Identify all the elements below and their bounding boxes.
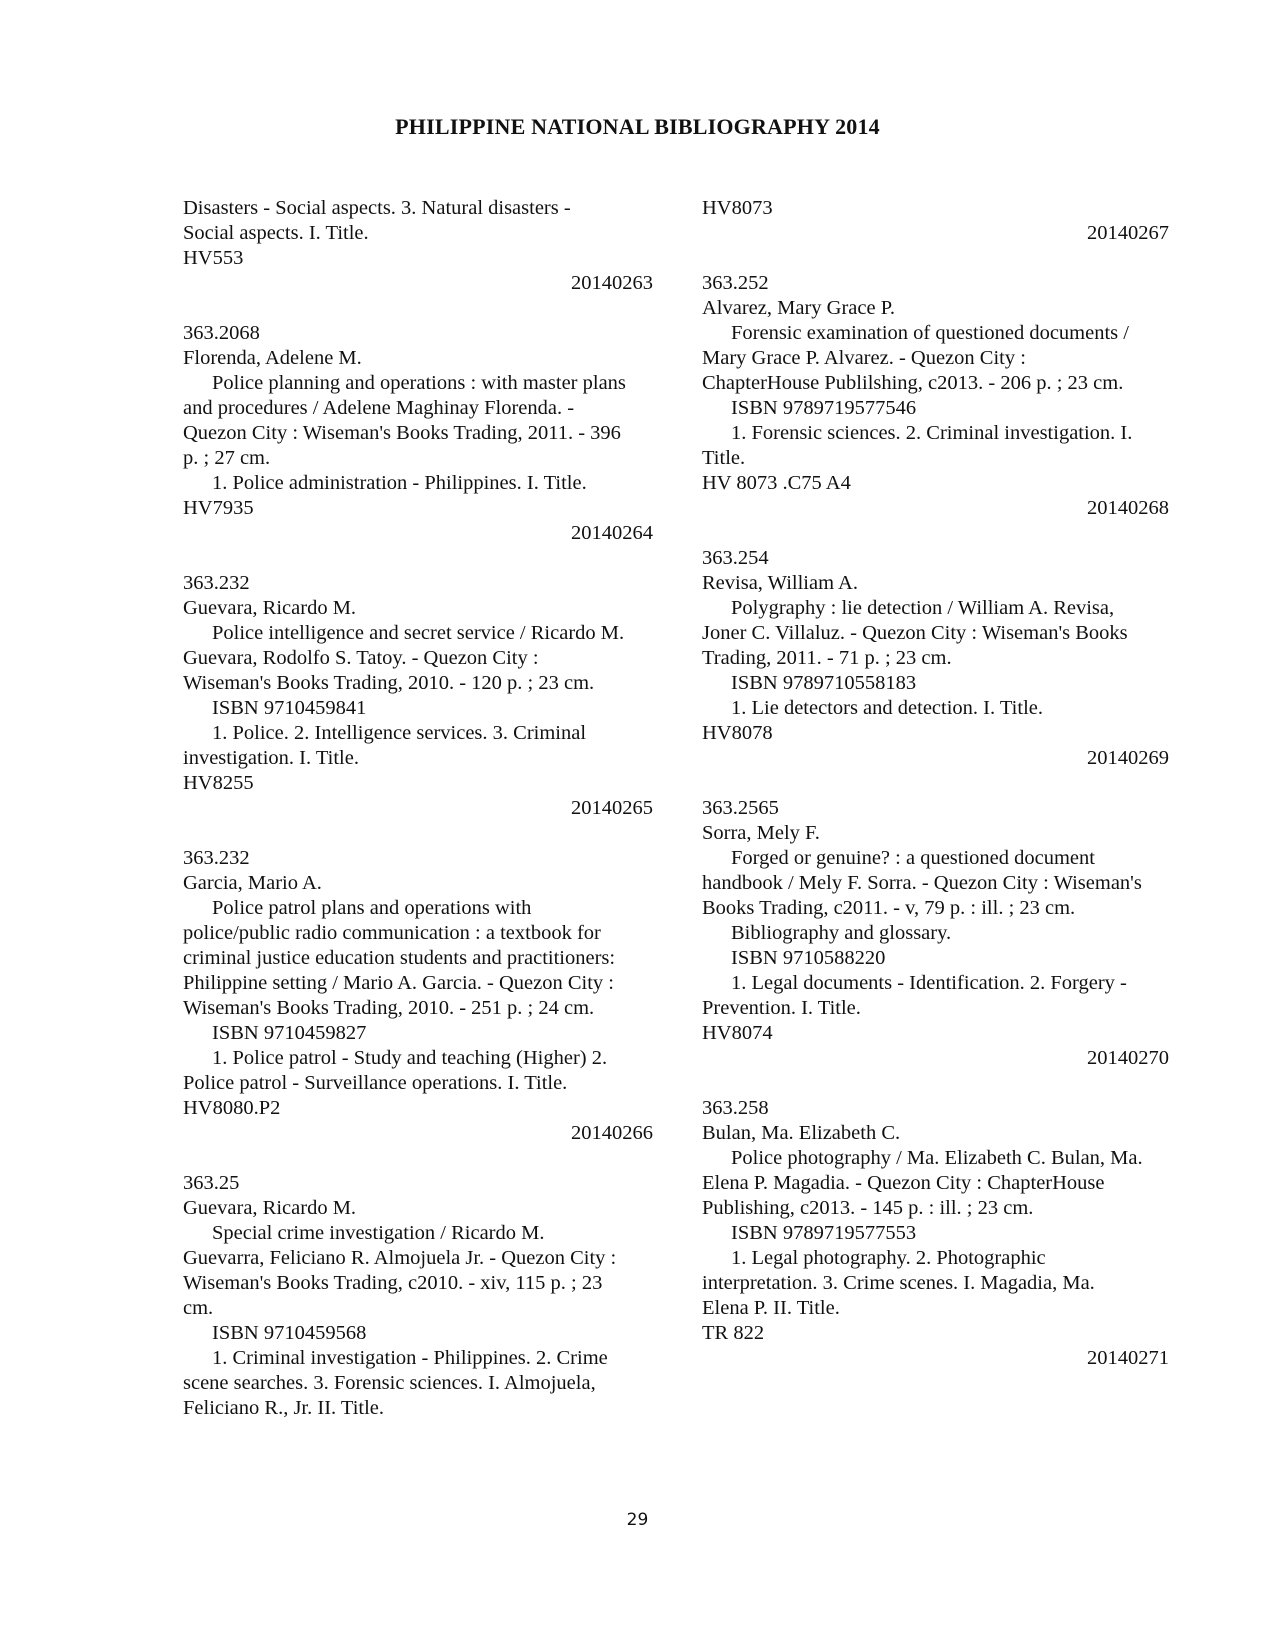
- left-column: [183, 196, 653, 1421]
- bibliographic-line: ISBN 9710459568: [212, 1322, 367, 1344]
- bibliographic-line: Books Trading, c2011. - v, 79 p. : ill. ; 23 cm.: [702, 897, 1076, 919]
- bibliographic-line: 1. Police administration - Philippines. I. Title.: [212, 472, 587, 494]
- bibliographic-line: Joner C. Villaluz. - Quezon City : Wiseman's Books: [702, 622, 1128, 644]
- bibliographic-line: Quezon City : Wiseman's Books Trading, 2011. - 396: [183, 422, 621, 444]
- bibliographic-line: Guevara, Ricardo M.: [183, 1197, 357, 1219]
- bibliographic-line: 1. Lie detectors and detection. I. Title.: [731, 697, 1043, 719]
- bibliographic-line: handbook / Mely F. Sorra. - Quezon City : Wiseman's: [702, 872, 1142, 894]
- entry-separator: [702, 521, 1192, 546]
- bibliographic-line: 363.232: [183, 572, 250, 594]
- bibliographic-line: Guevara, Rodolfo S. Tatoy. - Quezon City :: [183, 647, 539, 669]
- entry-separator: [183, 821, 653, 846]
- record-control-number: 20140267: [1087, 222, 1169, 244]
- bibliographic-line: 363.2068: [183, 322, 260, 344]
- bibliographic-line: 363.25: [183, 1172, 240, 1194]
- bibliographic-line: investigation. I. Title.: [183, 747, 359, 769]
- record-control-number: 20140264: [571, 522, 653, 544]
- bibliographic-line: Feliciano R., Jr. II. Title.: [183, 1397, 385, 1419]
- bibliographic-line: Mary Grace P. Alvarez. - Quezon City :: [702, 347, 1026, 369]
- bibliographic-line: ISBN 9789710558183: [731, 672, 917, 694]
- bibliographic-line: HV8074: [702, 1022, 773, 1044]
- page-title: PHILIPPINE NATIONAL BIBLIOGRAPHY 2014: [395, 114, 880, 139]
- bibliographic-line: 1. Police patrol - Study and teaching (Higher) 2.: [212, 1047, 608, 1069]
- bibliographic-line: ISBN 9789719577553: [731, 1222, 917, 1244]
- bibliographic-line: Trading, 2011. - 71 p. ; 23 cm.: [702, 647, 952, 669]
- record-control-number: 20140263: [571, 272, 653, 294]
- bibliographic-line: Publishing, c2013. - 145 p. : ill. ; 23 cm.: [702, 1197, 1034, 1219]
- bibliographic-line: cm.: [183, 1297, 214, 1319]
- bibliographic-line: Bibliography and glossary.: [731, 922, 952, 944]
- record-control-number: 20140270: [1087, 1047, 1169, 1069]
- bibliographic-line: Social aspects. I. Title.: [183, 222, 369, 244]
- bibliographic-line: p. ; 27 cm.: [183, 447, 271, 469]
- bibliographic-line: criminal justice education students and practitioners:: [183, 947, 616, 969]
- bibliographic-line: police/public radio communication : a textbook for: [183, 922, 601, 944]
- bibliographic-line: HV8073: [702, 197, 773, 219]
- bibliographic-line: ChapterHouse Publilshing, c2013. - 206 p. ; 23 cm.: [702, 372, 1124, 394]
- record-control-number: 20140265: [571, 797, 653, 819]
- bibliographic-line: Forensic examination of questioned documents /: [731, 322, 1129, 344]
- bibliographic-line: 363.258: [702, 1097, 769, 1119]
- bibliographic-line: interpretation. 3. Crime scenes. I. Magadia, Ma.: [702, 1272, 1095, 1294]
- bibliographic-line: Sorra, Mely F.: [702, 822, 820, 844]
- bibliographic-line: 363.232: [183, 847, 250, 869]
- entry-separator: [183, 1146, 653, 1171]
- bibliographic-line: Police patrol plans and operations with: [212, 897, 532, 919]
- record-control-number: 20140266: [571, 1122, 653, 1144]
- bibliographic-line: HV8078: [702, 722, 773, 744]
- bibliographic-line: ISBN 9710588220: [731, 947, 886, 969]
- bibliographic-line: Prevention. I. Title.: [702, 997, 861, 1019]
- bibliographic-line: 1. Forensic sciences. 2. Criminal investigation. I.: [731, 422, 1133, 444]
- bibliographic-line: scene searches. 3. Forensic sciences. I. Almojuela,: [183, 1372, 596, 1394]
- bibliographic-line: Police intelligence and secret service / Ricardo M.: [212, 622, 625, 644]
- bibliographic-line: 363.2565: [702, 797, 779, 819]
- bibliographic-line: Garcia, Mario A.: [183, 872, 322, 894]
- record-control-number: 20140269: [1087, 747, 1169, 769]
- bibliographic-line: Disasters - Social aspects. 3. Natural disasters -: [183, 197, 571, 219]
- bibliographic-line: 1. Legal photography. 2. Photographic: [731, 1247, 1046, 1269]
- bibliographic-line: HV553: [183, 247, 244, 269]
- bibliographic-line: Police patrol - Surveillance operations. I. Title.: [183, 1072, 568, 1094]
- record-control-number: 20140271: [1087, 1347, 1169, 1369]
- bibliographic-line: Wiseman's Books Trading, c2010. - xiv, 115 p. ; 23: [183, 1272, 603, 1294]
- bibliographic-line: Guevarra, Feliciano R. Almojuela Jr. - Quezon City :: [183, 1247, 617, 1269]
- entry-separator: [702, 246, 1192, 271]
- bibliographic-line: 1. Criminal investigation - Philippines. 2. Crime: [212, 1347, 608, 1369]
- right-column: [702, 196, 1192, 1371]
- bibliographic-line: Title.: [702, 447, 746, 469]
- bibliographic-line: ISBN 9710459827: [212, 1022, 367, 1044]
- entry-separator: [183, 546, 653, 571]
- bibliographic-line: Special crime investigation / Ricardo M.: [212, 1222, 545, 1244]
- bibliographic-line: TR 822: [702, 1322, 765, 1344]
- bibliographic-line: HV7935: [183, 497, 254, 519]
- bibliographic-line: ISBN 9710459841: [212, 697, 367, 719]
- bibliographic-line: Forged or genuine? : a questioned document: [731, 847, 1095, 869]
- bibliographic-line: 363.254: [702, 547, 769, 569]
- entry-separator: [702, 771, 1192, 796]
- bibliographic-line: Wiseman's Books Trading, 2010. - 120 p. ; 23 cm.: [183, 672, 595, 694]
- bibliographic-line: Police planning and operations : with master plans: [212, 372, 626, 394]
- bibliographic-line: Wiseman's Books Trading, 2010. - 251 p. ; 24 cm.: [183, 997, 595, 1019]
- bibliographic-line: Philippine setting / Mario A. Garcia. - Quezon City :: [183, 972, 615, 994]
- bibliographic-line: Florenda, Adelene M.: [183, 347, 362, 369]
- bibliographic-line: HV8255: [183, 772, 254, 794]
- bibliographic-line: Alvarez, Mary Grace P.: [702, 297, 895, 319]
- bibliographic-line: Elena P. Magadia. - Quezon City : ChapterHouse: [702, 1172, 1105, 1194]
- bibliographic-line: Revisa, William A.: [702, 572, 858, 594]
- bibliographic-line: Elena P. II. Title.: [702, 1297, 840, 1319]
- bibliographic-line: 363.252: [702, 272, 769, 294]
- bibliographic-line: 1. Police. 2. Intelligence services. 3. Criminal: [212, 722, 587, 744]
- bibliographic-line: Bulan, Ma. Elizabeth C.: [702, 1122, 901, 1144]
- entry-separator: [183, 296, 653, 321]
- bibliographic-line: Police photography / Ma. Elizabeth C. Bulan, Ma.: [731, 1147, 1143, 1169]
- entry-separator: [702, 1071, 1192, 1096]
- bibliographic-line: HV 8073 .C75 A4: [702, 472, 851, 494]
- bibliographic-line: HV8080.P2: [183, 1097, 281, 1119]
- bibliographic-line: 1. Legal documents - Identification. 2. Forgery -: [731, 972, 1127, 994]
- bibliographic-line: Guevara, Ricardo M.: [183, 597, 357, 619]
- record-control-number: 20140268: [1087, 497, 1169, 519]
- bibliographic-line: and procedures / Adelene Maghinay Florenda. -: [183, 397, 575, 419]
- bibliographic-line: ISBN 9789719577546: [731, 397, 917, 419]
- page-number: 29: [626, 1510, 649, 1530]
- bibliographic-line: Polygraphy : lie detection / William A. Revisa,: [731, 597, 1115, 619]
